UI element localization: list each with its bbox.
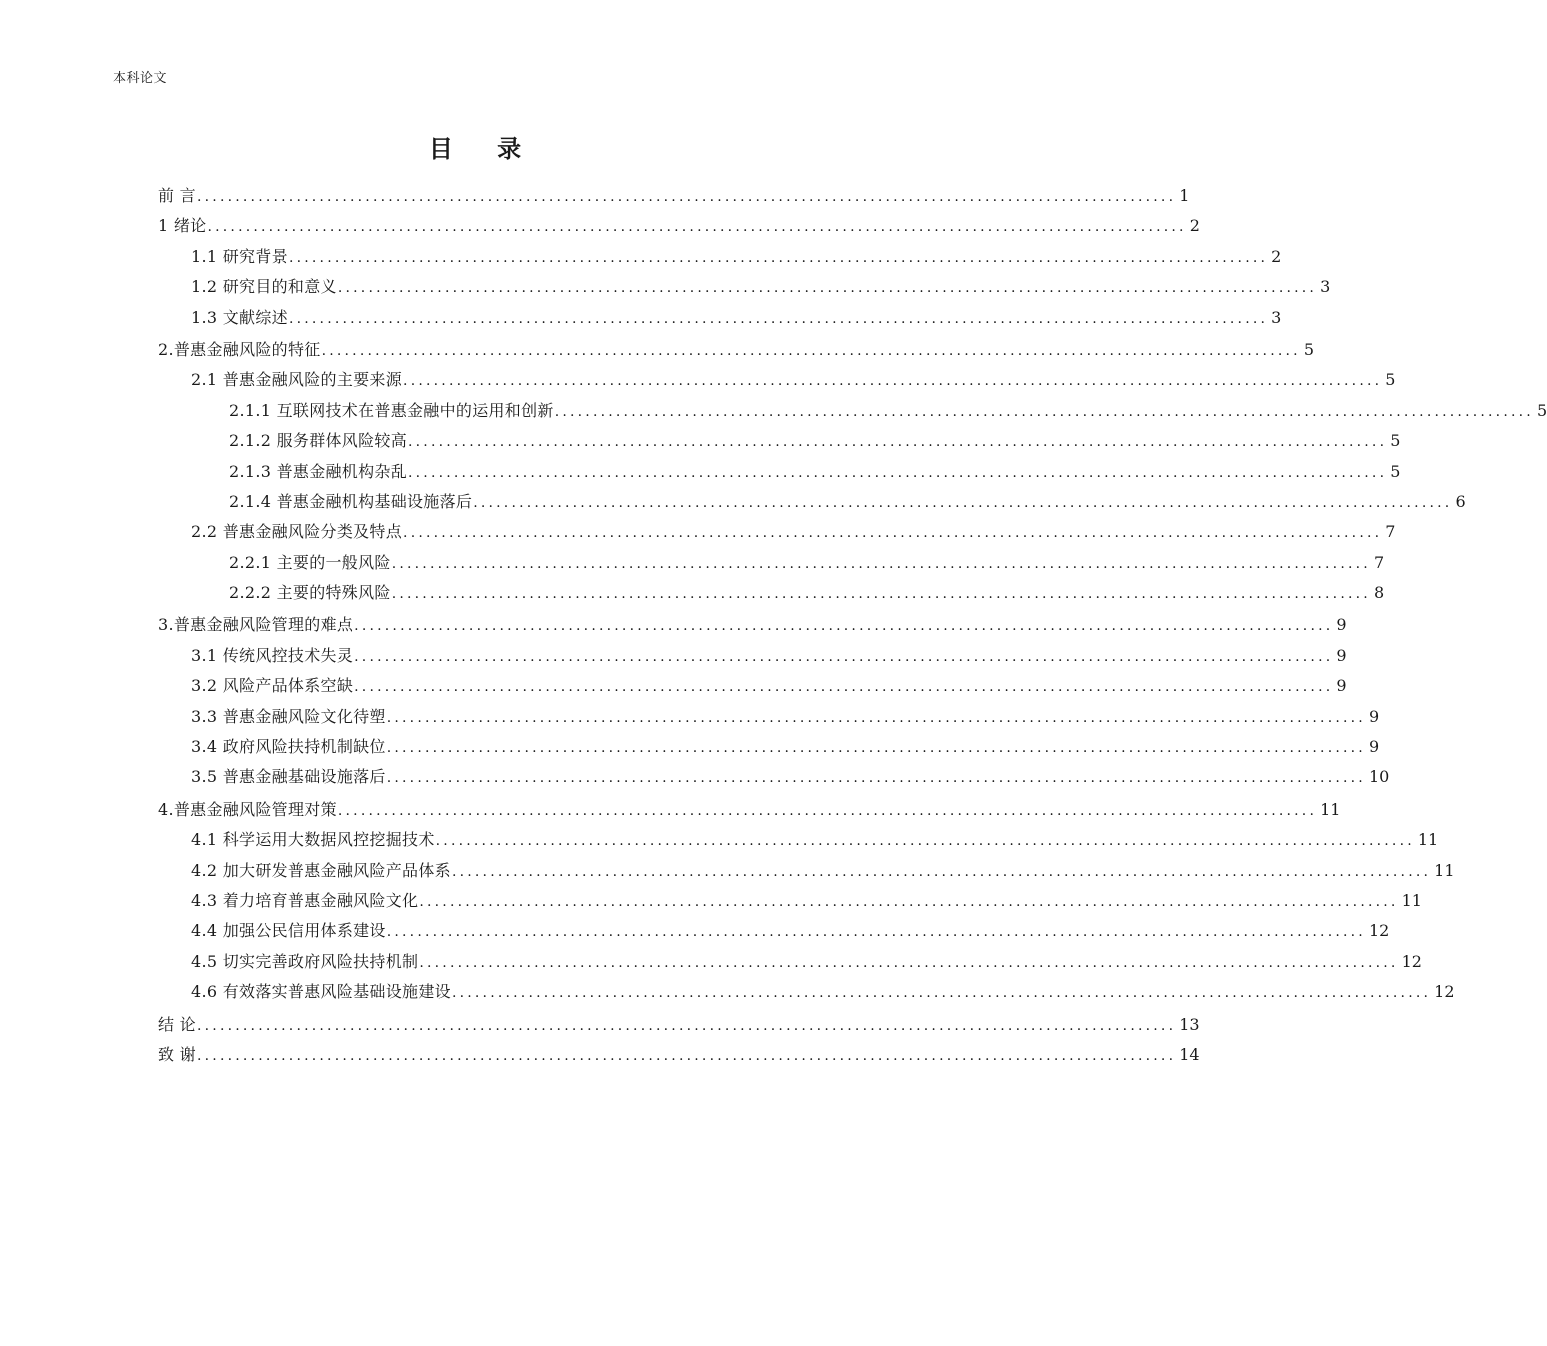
toc-entry[interactable]	[158, 732, 1380, 762]
toc-leader-dots: ................................................................................................................................	[386, 924, 1366, 941]
toc-leader-dots: ................................................................................................................................	[386, 740, 1366, 757]
toc-page-number: 1	[1179, 186, 1190, 205]
toc-page-number: 11	[1401, 890, 1422, 910]
toc-leader-dots: ................................................................................................................................	[386, 709, 1366, 726]
toc-page-number: 5	[1536, 400, 1547, 420]
toc-entry[interactable]	[158, 825, 1439, 855]
toc-entry[interactable]	[158, 578, 1385, 608]
toc-page-number: 2	[1271, 246, 1282, 266]
toc-leader-dots: ................................................................................................................................	[391, 586, 1371, 603]
toc-entry-title: 3.1 传统风控技术失灵	[191, 645, 354, 665]
toc-entry[interactable]	[158, 795, 1341, 825]
toc-entry[interactable]	[158, 365, 1396, 395]
toc-leader-dots: ................................................................................................................................	[354, 648, 1334, 665]
toc-entry[interactable]	[158, 487, 1466, 517]
toc-leader-dots: ................................................................................................................................	[435, 833, 1415, 850]
toc-entry-title: 4.2 加大研发普惠金融风险产品体系	[191, 860, 451, 880]
toc-page-number: 5	[1385, 370, 1396, 390]
toc-entry-title: 2.2.2 主要的特殊风险	[229, 583, 391, 603]
toc-page-number: 7	[1373, 552, 1385, 572]
toc-leader-dots: ................................................................................................................................	[354, 679, 1334, 696]
toc-entry-title: 2.1.4 普惠金融机构基础设施落后	[229, 491, 473, 511]
toc-entry[interactable]	[158, 457, 1401, 487]
toc-leader-dots: ................................................................................................................................	[554, 403, 1534, 420]
toc-entry[interactable]	[158, 947, 1422, 977]
toc-entry-title: 2.2.1 主要的一般风险	[229, 552, 391, 572]
toc-leader-dots: ................................................................................................................................	[391, 555, 1371, 572]
toc-page-number: 12	[1368, 921, 1390, 941]
toc-entry[interactable]	[158, 702, 1380, 732]
toc-entry-title: 2.1 普惠金融风险的主要来源	[191, 370, 403, 390]
toc-page-number: 5	[1303, 339, 1314, 359]
toc-page-number: 9	[1368, 706, 1380, 726]
toc-entry[interactable]	[158, 916, 1390, 946]
toc-leader-dots: ................................................................................................................................	[288, 310, 1269, 327]
toc-entry-title: 4.3 着力培育普惠金融风险文化	[191, 890, 419, 910]
toc-page-number: 5	[1390, 431, 1401, 451]
toc-page-number: 14	[1179, 1044, 1200, 1064]
toc-entry-title: 3.普惠金融风险管理的难点	[158, 615, 354, 635]
toc-entry[interactable]	[158, 977, 1455, 1007]
toc-leader-dots: ................................................................................................................................	[207, 219, 1187, 236]
toc-page-number: 2	[1189, 216, 1200, 236]
toc-entry-title: 4.普惠金融风险管理对策	[158, 799, 337, 819]
toc-leader-dots: ................................................................................................................................	[403, 373, 1383, 390]
toc-leader-dots: ................................................................................................................................	[408, 464, 1388, 481]
toc-entry[interactable]	[158, 1040, 1200, 1070]
toc-leader-dots: ................................................................................................................................	[451, 985, 1432, 1002]
toc-leader-dots: ................................................................................................................................	[419, 893, 1399, 910]
toc-page-number: 9	[1336, 676, 1347, 696]
toc-entry[interactable]	[158, 762, 1390, 792]
toc-page-number: 9	[1368, 737, 1380, 757]
toc-entry[interactable]	[158, 856, 1455, 886]
toc-entry[interactable]	[158, 641, 1347, 671]
toc-entry-title: 2.1.1 互联网技术在普惠金融中的运用和创新	[229, 400, 554, 420]
toc-leader-dots: ................................................................................................................................	[197, 1047, 1177, 1064]
toc-leader-dots: ................................................................................................................................	[386, 770, 1366, 787]
toc-entry[interactable]	[158, 548, 1385, 578]
toc-leader-dots: ................................................................................................................................	[403, 525, 1383, 542]
toc-entry[interactable]	[158, 211, 1200, 241]
toc-page-number: 10	[1368, 767, 1390, 787]
toc-page-number: 7	[1385, 522, 1396, 542]
toc-entry-title: 3.3 普惠金融风险文化待塑	[191, 706, 386, 726]
toc-page-number: 5	[1390, 461, 1401, 481]
toc-entry-title: 3.5 普惠金融基础设施落后	[191, 767, 386, 787]
toc-entry-title: 1 绪论	[158, 216, 207, 236]
toc-leader-dots: ................................................................................................................................	[354, 618, 1334, 635]
toc-entry[interactable]	[158, 303, 1282, 333]
toc-entry-title: 1.1 研究背景	[191, 246, 288, 266]
table-of-contents	[158, 181, 1547, 1070]
toc-entry-title: 2.1.3 普惠金融机构杂乱	[229, 461, 407, 481]
toc-leader-dots: ................................................................................................................................	[451, 863, 1432, 880]
toc-title: 目 录	[428, 134, 540, 163]
toc-entry-title: 前 言	[158, 186, 196, 205]
toc-page-number: 3	[1320, 277, 1331, 297]
toc-leader-dots: ................................................................................................................................	[288, 249, 1269, 266]
toc-entry-title: 2.普惠金融风险的特征	[158, 339, 321, 359]
toc-page-number: 11	[1320, 799, 1341, 819]
toc-entry-title: 4.1 科学运用大数据风控挖掘技术	[191, 830, 435, 850]
toc-entry-title: 致 谢	[158, 1044, 196, 1064]
toc-leader-dots: ................................................................................................................................	[321, 342, 1301, 359]
toc-entry[interactable]	[158, 517, 1396, 547]
toc-entry-title: 2.2 普惠金融风险分类及特点	[191, 522, 403, 542]
toc-page-number: 12	[1401, 951, 1422, 971]
toc-leader-dots: ................................................................................................................................	[337, 280, 1318, 297]
toc-entry-title: 2.1.2 服务群体风险较高	[229, 431, 407, 451]
toc-entry[interactable]	[158, 671, 1347, 701]
toc-entry-title: 4.4 加强公民信用体系建设	[191, 921, 386, 941]
toc-entry[interactable]	[158, 181, 1190, 211]
toc-leader-dots: ................................................................................................................................	[408, 434, 1388, 451]
toc-entry-title: 1.2 研究目的和意义	[191, 277, 337, 297]
toc-entry[interactable]	[158, 272, 1331, 302]
toc-entry[interactable]	[158, 610, 1347, 640]
toc-entry[interactable]	[158, 242, 1282, 272]
toc-entry-title: 结 论	[158, 1014, 196, 1034]
toc-entry[interactable]	[158, 1010, 1200, 1040]
running-header: 本科论文	[113, 71, 168, 86]
toc-page-number: 13	[1179, 1014, 1200, 1034]
toc-entry-title: 4.6 有效落实普惠风险基础设施建设	[191, 982, 451, 1002]
toc-page-number: 12	[1434, 982, 1455, 1002]
toc-leader-dots: ................................................................................................................................	[197, 1017, 1177, 1034]
toc-page-number: 6	[1455, 491, 1466, 511]
toc-page-number: 11	[1434, 860, 1455, 880]
toc-entry-title: 3.2 风险产品体系空缺	[191, 676, 354, 696]
toc-leader-dots: ................................................................................................................................	[197, 189, 1177, 205]
toc-page-number: 11	[1417, 830, 1439, 850]
toc-entry[interactable]	[158, 886, 1422, 916]
toc-page-number: 9	[1336, 615, 1347, 635]
toc-entry[interactable]	[158, 396, 1547, 426]
toc-entry-title: 3.4 政府风险扶持机制缺位	[191, 737, 386, 757]
toc-entry[interactable]	[158, 335, 1314, 365]
toc-entry[interactable]	[158, 426, 1401, 456]
toc-leader-dots: ................................................................................................................................	[419, 954, 1399, 971]
toc-page-number: 8	[1373, 583, 1385, 603]
toc-leader-dots: ................................................................................................................................	[337, 802, 1318, 819]
toc-entry-title: 1.3 文献综述	[191, 307, 288, 327]
toc-entry-title: 4.5 切实完善政府风险扶持机制	[191, 951, 419, 971]
toc-leader-dots: ................................................................................................................................	[473, 494, 1453, 511]
toc-page-number: 3	[1271, 307, 1282, 327]
toc-page-number: 9	[1336, 645, 1347, 665]
